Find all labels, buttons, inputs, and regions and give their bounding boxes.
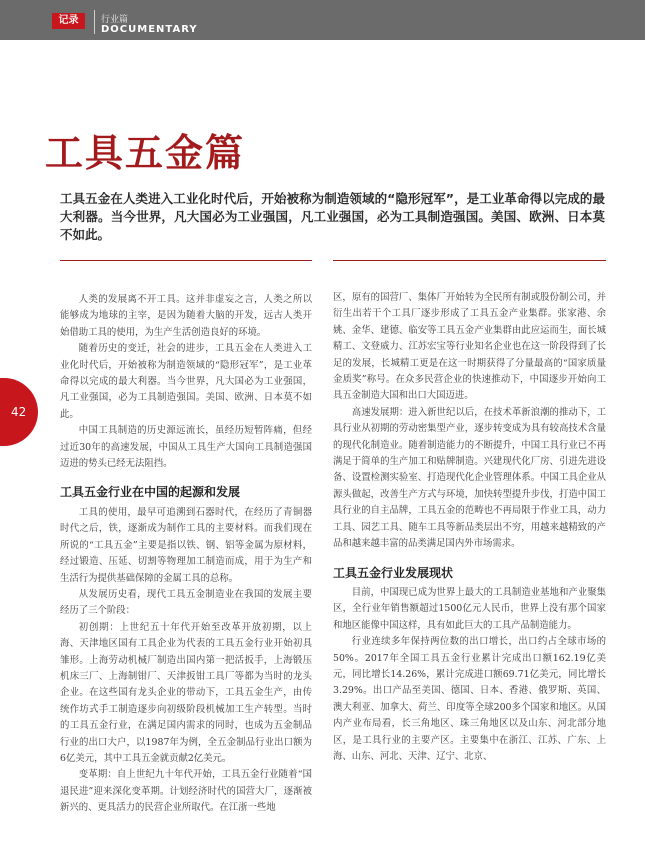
article-lead: 工具五金在人类进入工业化时代后，开始被称为制造领域的“隐形冠军”，是工业革命得以完成的最大利器。当今世界，凡大国必为工业强国，凡工业强国，必为工具制造强国。美国、欧洲、日本莫不如此。 [60, 191, 605, 242]
paragraph: 变革期：自上世纪九十年代开始，工具五金行业随着“国退民进”迎来深化变革期。计划经济时代的国营大厂，逐渐被新兴的、更具活力的民营企业所取代。在江浙一些地 [60, 769, 312, 814]
paragraph: 行业连续多年保持两位数的出口增长，出口约占全球市场的50%。2017年全国工具五金行业累计完成出口额162.19亿美元，同比增长14.26%，累计完成进口额69.71亿美元，同比增长3.29%。出口产品至美国、德国、日本、香港、俄罗斯、英国、澳大利亚、加拿大、荷兰、印度等全球200多个国家和地区。从国内产业布局看，长三角地区、珠三角地区以及山东、河北部分地区，是工具行业的主要产区。主要集中在浙江、江苏、广东、上海、山东、河北、天津、辽宁、北京、 [333, 636, 606, 762]
section-name-en: DOCUMENTARY [101, 24, 198, 35]
paragraph: 目前，中国现已成为世界上最大的工具制造业基地和产业聚集区，全行业年销售额超过1500亿元人民币，世界上没有那个国家和地区能像中国这样，具有如此巨大的工具产品制造能力。 [333, 586, 606, 631]
paragraph: 工具的使用，最早可追溯到石器时代，在经历了青铜器时代之后，铁，逐渐成为制作工具的主要材料。而我们现在所说的“工具五金”主要是指以铁、钢、铝等金属为原材料，经过锻造、压延、切割等物理加工制造而成，用于为生产和生活行为提供基础保障的金属工具的总称。 [60, 506, 312, 584]
paragraph: 区，原有的国营厂、集体厂开始转为全民所有制或股份制公司，并衍生出若干个工具厂逐步形成了工具五金产业集群。张家港、余姚、金华、建德、临安等工具五金产业集群由此应运而生，面长城精工、文登威力、江苏宏宝等行业知名企业也在这一阶段得到了长足的发展，长城精工更是在这一时期获得了分量最高的“国家质量金质奖”称号。在众多民营企业的快速推动下，中国逐步开始向工具五金制造大国和出口大国迈进。 [333, 292, 606, 402]
page-number-tab [0, 378, 38, 446]
section-heading: 工具五金行业在中国的起源和发展 [60, 485, 241, 500]
section-heading: 工具五金行业发展现状 [333, 565, 454, 580]
column-right [333, 290, 606, 765]
divider-left [60, 260, 312, 261]
paragraph: 随着历史的变迁，社会的进步，工具五金在人类进入工业化时代后，开始被称为制造领域的“隐形冠军”，是工业革命得以完成的最大利器。当今世界，凡大国必为工业强国，凡工业强国，必为工具制造强国。美国、欧洲、日本莫不如此。 [60, 343, 312, 420]
paragraph: 初创期：上世纪五十年代开始至改革开放初期，以上海、天津地区国有工具企业为代表的工具五金行业开始初具雏形。上海劳动机械厂制造出国内第一把活扳手，上海锻压机床三厂、上海制钳厂、天津扳钳工具厂等都为当时的龙头企业。在这些国有龙头企业的带动下，工具五金生产，由传统作坊式手工制造逐步向初级阶段机械加工生产转型。当时的工具五金行业，在满足国内需求的同时，也成为五金制品行业的出口大户，以1987年为例，全五金制品行业出口额为6亿美元，其中工具五金就贡献2亿美元。 [60, 621, 312, 764]
paragraph: 从发展历史看，现代工具五金制造业在我国的发展主要经历了三个阶段： [60, 588, 312, 617]
article-title: 工具五金篇 [45, 130, 246, 175]
page-number: 42 [11, 405, 27, 419]
page-header [0, 0, 645, 40]
column-left [60, 292, 312, 817]
header-divider [94, 10, 95, 34]
paragraph: 中国工具制造的历史源远流长，虽经历短暂阵痛，但经过近30年的高速发展，中国从工具生产大国向工具制造强国迈进的势头已经无法阻挡。 [60, 425, 312, 470]
paragraph: 人类的发展离不开工具。这并非虚妄之言，人类之所以能够成为地球的主宰，是因为随着大脑的开发，远古人类开始借助工具的使用，为生产生活创造良好的环境。 [60, 294, 312, 338]
paragraph: 高速发展期：进入新世纪以后，在技术革新浪潮的推动下，工具行业从初期的劳动密集型产业，逐步转变成为具有较高技术含量的现代化制造业。随着制造能力的不断提升，中国工具行业已不再满足于简单的生产加工和贴牌制造。兴建现代化厂房、引进先进设备、设置检测实验室、打造现代化企业管理体系。中国工具企业从源头做起，改善生产方式与环境，加快转型提升步伐，打造中国工具行业的自主品牌，工具五金的范畴也不再局限于作业工具，动力工具、园艺工具、随车工具等新品类层出不穷，用越来越精致的产品和越来越丰富的品类满足国内外市场需求。 [333, 406, 606, 550]
section-tag: 记录 [52, 13, 85, 29]
divider-right [333, 260, 606, 261]
section-name-cn: 行业篇 [101, 15, 129, 25]
